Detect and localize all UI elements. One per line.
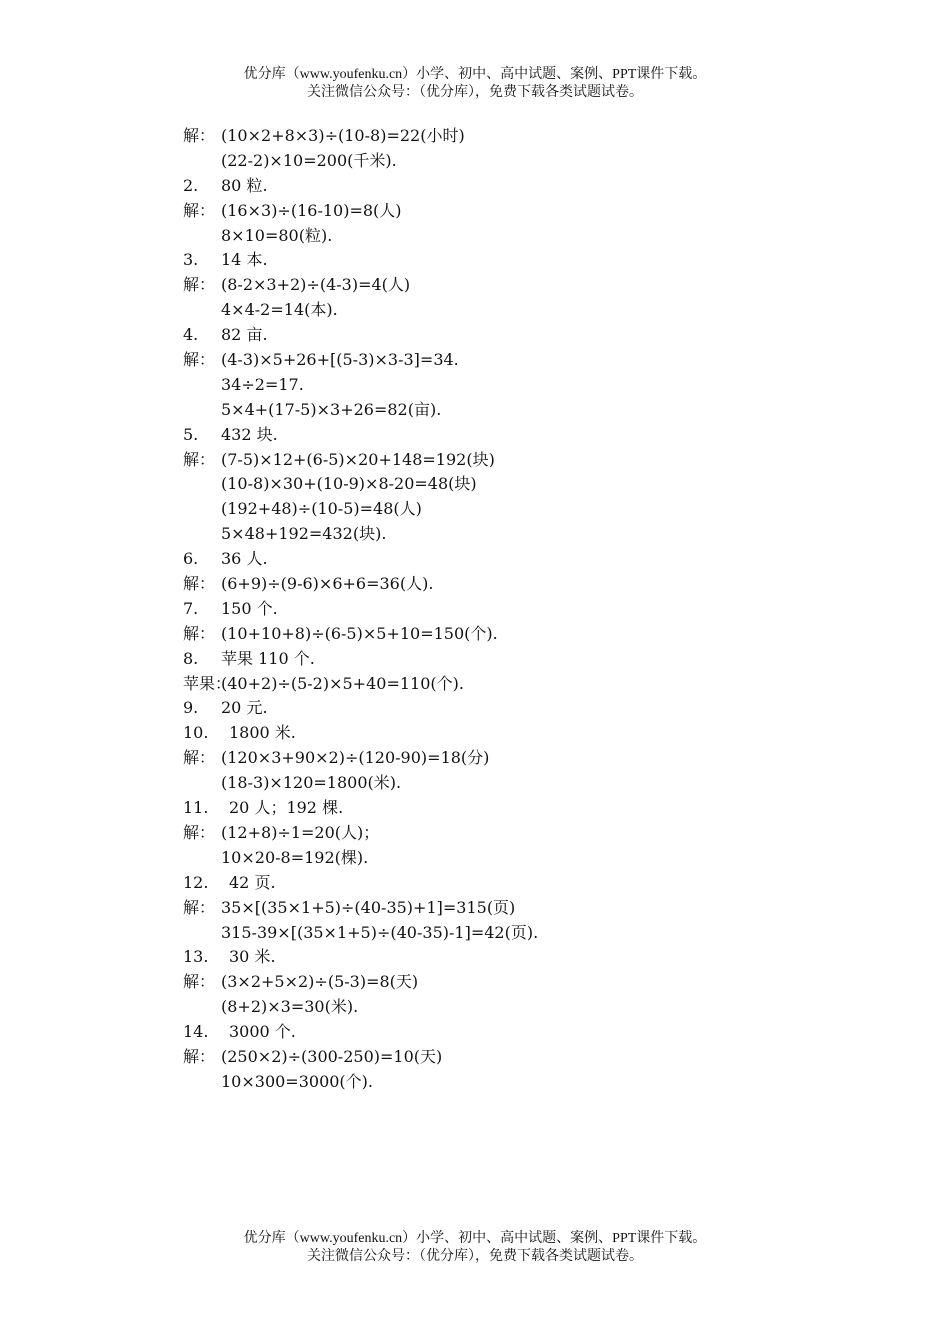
- solution-line: [183, 796, 823, 821]
- line-label: 解：: [183, 822, 216, 842]
- line-text: 82 亩.: [221, 325, 268, 345]
- line-text: 34÷2=17.: [221, 374, 304, 394]
- line-label: 9.: [183, 698, 199, 718]
- solution-line: [183, 622, 823, 647]
- solution-line: [183, 995, 823, 1020]
- line-label: 3.: [183, 250, 199, 270]
- line-label: 解：: [183, 126, 216, 145]
- line-text: (40+2)÷(5-2)×5+40=110(个).: [221, 673, 464, 693]
- line-label: 8.: [183, 648, 199, 668]
- line-text: (8+2)×3=30(米).: [221, 997, 359, 1017]
- solution-line: [183, 1045, 823, 1070]
- line-text: (6+9)÷(9-6)×6+6=36(人).: [221, 574, 434, 594]
- line-label: 解：: [183, 350, 216, 370]
- solution-line: [183, 597, 823, 622]
- line-label: 14.: [183, 1022, 209, 1042]
- line-text: 20 元.: [221, 698, 268, 718]
- line-text: (7-5)×12+(6-5)×20+148=192(块): [221, 449, 495, 469]
- header-line-1: 优分库（www.youfenku.cn）小学、初中、高中试题、案例、PPT课件下载。: [243, 67, 707, 82]
- line-label: 苹果：: [183, 673, 232, 693]
- solution-line: [183, 846, 823, 871]
- solution-line: [183, 970, 823, 995]
- line-text: (250×2)÷(300-250)=10(天): [221, 1046, 443, 1066]
- solution-line: [183, 124, 823, 149]
- line-label: 解：: [183, 200, 216, 220]
- line-text: 3000 个.: [229, 1022, 296, 1042]
- solution-line: [183, 348, 823, 373]
- line-text: 8×10=80(粒).: [221, 225, 333, 245]
- line-label: 解：: [183, 897, 216, 917]
- solution-line: [183, 448, 823, 473]
- line-text: 14 本.: [221, 250, 268, 270]
- line-text: 35×[(35×1+5)÷(40-35)+1]=315(页): [221, 897, 516, 917]
- solution-line: [183, 746, 823, 771]
- solution-line: [183, 174, 823, 199]
- solution-line: [183, 672, 823, 697]
- line-label: 解：: [183, 574, 216, 594]
- solution-line: [183, 871, 823, 896]
- solution-line: [183, 497, 823, 522]
- line-label: 7.: [183, 598, 199, 618]
- solution-line: [183, 298, 823, 323]
- line-label: 解：: [183, 275, 216, 295]
- line-text: 5×48+192=432(块).: [221, 524, 387, 544]
- solution-line: [183, 771, 823, 796]
- solution-line: [183, 199, 823, 224]
- solution-list: [183, 124, 823, 1095]
- solution-line: [183, 423, 823, 448]
- solution-line: [183, 547, 823, 572]
- line-text: 1800 米.: [229, 723, 296, 743]
- solution-line: [183, 273, 823, 298]
- solution-line: [183, 1070, 823, 1095]
- line-label: 10.: [183, 723, 209, 743]
- solution-line: [183, 398, 823, 423]
- solution-line: [183, 647, 823, 672]
- line-text: (4-3)×5+26+[(5-3)×3-3]=34.: [221, 350, 459, 370]
- header-line-2: 关注微信公众号：（优分库），免费下载各类试题试卷。: [307, 85, 643, 100]
- solution-line: [183, 721, 823, 746]
- line-text: (18-3)×120=1800(米).: [221, 773, 402, 793]
- solution-line: [183, 896, 823, 921]
- solution-line: [183, 472, 823, 497]
- line-label: 解：: [183, 748, 216, 768]
- line-text: 315-39×[(35×1+5)÷(40-35)-1]=42(页).: [221, 922, 539, 942]
- line-text: 10×20-8=192(棵).: [221, 847, 369, 867]
- footer-line-2: 关注微信公众号：（优分库），免费下载各类试题试卷。: [307, 1249, 643, 1264]
- line-text: (192+48)÷(10-5)=48(人): [221, 499, 422, 519]
- line-text: (22-2)×10=200(千米).: [221, 150, 397, 170]
- line-label: 12.: [183, 872, 209, 892]
- line-text: (10×2+8×3)÷(10-8)=22(小时): [221, 126, 465, 145]
- line-label: 6.: [183, 549, 199, 569]
- line-label: 5.: [183, 424, 199, 444]
- solution-line: [183, 1020, 823, 1045]
- solution-line: [183, 373, 823, 398]
- line-text: (8-2×3+2)÷(4-3)=4(人): [221, 275, 411, 295]
- solution-line: [183, 522, 823, 547]
- solution-line: [183, 224, 823, 249]
- line-text: (120×3+90×2)÷(120-90)=18(分): [221, 748, 490, 768]
- solution-line: [183, 572, 823, 597]
- line-text: 150 个.: [221, 598, 278, 618]
- line-label: 2.: [183, 175, 199, 195]
- line-text: 20 人；192 棵.: [229, 798, 344, 818]
- solution-line: [183, 821, 823, 846]
- line-text: (10-8)×30+(10-9)×8-20=48(块): [221, 474, 477, 494]
- footer-line-1: 优分库（www.youfenku.cn）小学、初中、高中试题、案例、PPT课件下载。: [243, 1231, 707, 1246]
- solution-line: [183, 945, 823, 970]
- line-text: (3×2+5×2)÷(5-3)=8(天): [221, 972, 419, 992]
- line-text: (10+10+8)÷(6-5)×5+10=150(个).: [221, 623, 498, 643]
- solution-line: [183, 323, 823, 348]
- page-footer: [0, 1230, 950, 1266]
- solution-line: [183, 149, 823, 174]
- line-text: 36 人.: [221, 549, 268, 569]
- line-label: 解：: [183, 972, 216, 992]
- line-text: 432 块.: [221, 424, 278, 444]
- line-text: 5×4+(17-5)×3+26=82(亩).: [221, 399, 442, 419]
- line-label: 13.: [183, 947, 209, 967]
- line-label: 4.: [183, 325, 199, 345]
- line-text: 苹果 110 个.: [221, 648, 315, 668]
- line-label: 解：: [183, 449, 216, 469]
- solution-line: [183, 248, 823, 273]
- line-text: (12+8)÷1=20(人)；: [221, 822, 380, 842]
- page-header: [0, 66, 950, 102]
- line-text: 30 米.: [229, 947, 276, 967]
- line-label: 解：: [183, 623, 216, 643]
- line-label: 解：: [183, 1046, 216, 1066]
- line-text: 80 粒.: [221, 175, 268, 195]
- line-text: (16×3)÷(16-10)=8(人): [221, 200, 402, 220]
- line-text: 42 页.: [229, 872, 276, 892]
- solution-line: [183, 696, 823, 721]
- solution-line: [183, 921, 823, 946]
- line-label: 11.: [183, 798, 209, 818]
- line-text: 4×4-2=14(本).: [221, 300, 338, 320]
- line-text: 10×300=3000(个).: [221, 1071, 374, 1091]
